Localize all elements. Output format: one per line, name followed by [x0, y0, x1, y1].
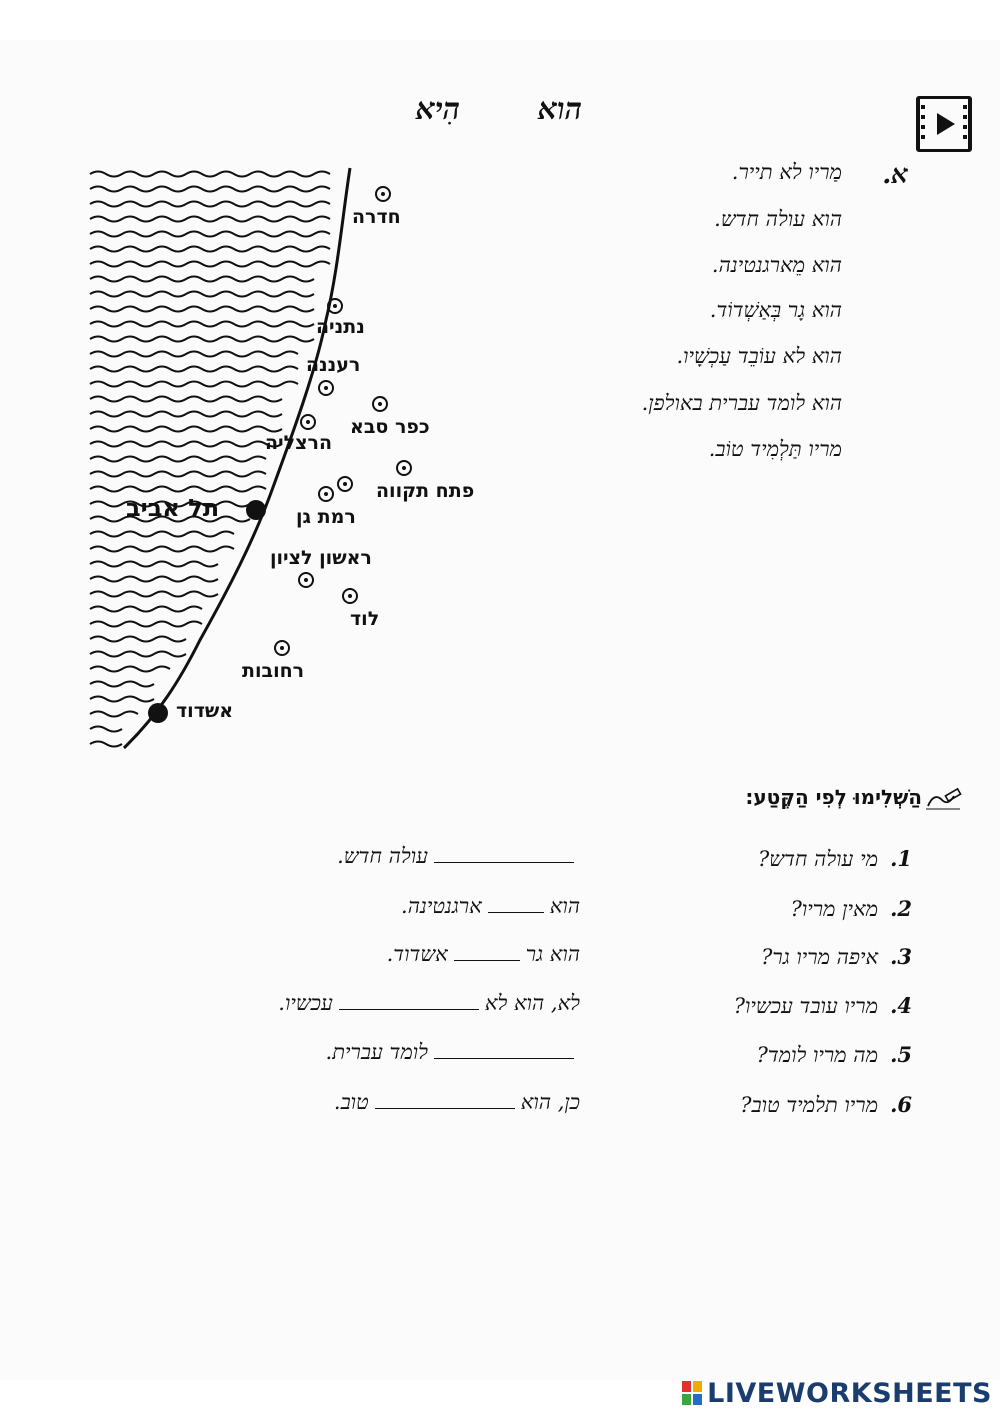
question-number: 4. — [890, 993, 912, 1018]
brand-name: LIVEWORKSHEETS — [707, 1378, 992, 1409]
sea-wave — [90, 637, 186, 642]
sea-wave — [90, 667, 170, 672]
sea-wave — [90, 412, 282, 417]
sea-wave — [90, 577, 218, 582]
herzliya-marker — [300, 414, 316, 430]
sea-wave — [90, 562, 218, 567]
answer-1-post: עולה חדש. — [337, 844, 428, 868]
sea-wave — [90, 457, 266, 462]
sea-wave — [90, 697, 154, 702]
question-1 — [758, 846, 912, 872]
answer-2-pre: הוא — [549, 894, 580, 918]
hadera-marker — [375, 186, 391, 202]
sea-wave — [90, 442, 282, 447]
question-number: 5. — [890, 1042, 912, 1067]
city-raanana: רעננה — [306, 354, 361, 376]
ramat-gan-marker-a — [337, 476, 353, 492]
tel-aviv-marker — [246, 500, 266, 520]
answer-4-blank[interactable] — [339, 991, 479, 1010]
question-text: מריו תלמיד טוב? — [740, 1093, 879, 1117]
question-number: 1. — [890, 846, 912, 871]
answer-4 — [278, 991, 580, 1016]
sea-wave — [90, 187, 330, 192]
city-tel-aviv: תל אביב — [126, 494, 220, 522]
question-text: איפה מריו גר? — [761, 945, 879, 969]
question-4 — [734, 993, 912, 1019]
passage-letter: א. — [882, 160, 908, 190]
sea-wave — [90, 247, 330, 252]
sea-wave — [90, 217, 330, 222]
answer-1-blank[interactable] — [434, 844, 574, 863]
passage-line-1: מַריו לא תייר. — [731, 160, 842, 184]
answer-6-blank[interactable] — [375, 1090, 515, 1109]
question-number: 2. — [890, 896, 912, 921]
sea-wave — [90, 547, 234, 552]
answer-5 — [326, 1040, 580, 1065]
sea-wave — [90, 322, 314, 327]
city-rishon: ראשון לציון — [270, 547, 372, 569]
ramat-gan-marker-b — [318, 486, 334, 502]
sea-wave — [90, 652, 186, 657]
passage-line-7: מריו תַּלְמִיד טוֹב. — [708, 437, 842, 461]
petah-tikva-marker — [396, 460, 412, 476]
answer-3-blank[interactable] — [454, 942, 520, 961]
answer-4-post: עכשיו. — [278, 991, 333, 1015]
question-6 — [740, 1092, 912, 1118]
question-text: מריו עובד עכשיו? — [733, 994, 879, 1018]
question-text: מאין מריו? — [790, 897, 879, 921]
sea-wave — [90, 292, 314, 297]
passage-line-3: הוא מֵארגנטינה. — [711, 253, 842, 277]
netanya-marker — [327, 298, 343, 314]
sea-wave — [90, 532, 234, 537]
city-netanya: נתניה — [316, 316, 365, 338]
sea-wave — [90, 202, 330, 207]
answer-4-pre: לא, הוא לא — [484, 991, 580, 1015]
passage-line-2: הוא עולה חדש. — [714, 207, 842, 231]
sea-wave — [90, 307, 314, 312]
title-she: הִיא — [415, 92, 460, 127]
sea-wave — [90, 487, 266, 492]
city-lod: לוד — [350, 608, 380, 630]
answer-5-blank[interactable] — [434, 1040, 574, 1059]
passage-line-4: הוא גָר בְּאַשְׁדוֹד. — [709, 298, 842, 322]
city-kfar-saba: כפר סבא — [350, 416, 430, 438]
answer-5-post: לומד עברית. — [325, 1040, 428, 1064]
sea-wave — [90, 382, 298, 387]
sea-wave — [90, 277, 314, 282]
sea-wave — [90, 397, 282, 402]
sea-wave — [90, 742, 122, 747]
answer-3-pre: הוא גר — [525, 942, 580, 966]
kfar-saba-marker — [372, 396, 388, 412]
sea-wave — [90, 367, 298, 372]
sea-wave — [90, 352, 298, 357]
answer-2-post: ארגנטינה. — [401, 894, 482, 918]
video-icon[interactable] — [916, 96, 972, 152]
pencil-icon — [924, 786, 964, 812]
sea-wave — [90, 682, 154, 687]
sea-wave — [90, 622, 202, 627]
sea-wave — [90, 427, 282, 432]
question-number: 6. — [890, 1092, 912, 1117]
question-text: מי עולה חדש? — [757, 847, 879, 871]
city-hadera: חדרה — [352, 206, 401, 228]
exercise-title: הַשְׁלִימוּ לְפִי הַקֶּטַע: — [745, 785, 922, 809]
question-3 — [761, 944, 912, 970]
question-2 — [791, 896, 912, 922]
answer-6-post: טוב. — [333, 1090, 369, 1114]
answer-6-pre: כן, הוא — [520, 1090, 580, 1114]
rehovot-marker — [274, 640, 290, 656]
answer-6 — [334, 1090, 580, 1115]
lod-marker — [342, 588, 358, 604]
raanana-marker — [318, 380, 334, 396]
sea-wave — [90, 472, 266, 477]
city-rehovot: רחובות — [242, 660, 305, 682]
liveworksheets-mark-icon — [681, 1380, 703, 1406]
question-text: מה מריו לומד? — [756, 1043, 879, 1067]
rishon-marker — [298, 572, 314, 588]
answer-3-post: אשדוד. — [386, 942, 448, 966]
sea-wave — [90, 172, 330, 177]
answer-3 — [387, 942, 580, 967]
liveworksheets-logo[interactable] — [681, 1378, 992, 1409]
sea-wave — [90, 727, 122, 732]
passage-line-6: הוא לומד עברית באולפן. — [641, 391, 842, 415]
passage-line-5: הוא לא עוֹבֵד עַכְשָׁיו. — [676, 344, 842, 368]
question-5 — [757, 1042, 912, 1068]
answer-2 — [401, 894, 580, 919]
city-petah-tikva: פתח תקווה — [376, 480, 475, 502]
sea-wave — [90, 232, 330, 237]
city-ashdod: אשדוד — [176, 700, 234, 722]
answer-2-blank[interactable] — [488, 894, 544, 913]
coast-map — [80, 160, 370, 760]
sea-wave — [90, 262, 330, 267]
city-ramat-gan: רמת גן — [296, 506, 356, 528]
sea-wave — [90, 592, 218, 597]
sea-wave — [90, 607, 202, 612]
ashdod-marker — [148, 703, 168, 723]
city-herzliya: הרצליה — [265, 432, 333, 454]
title-he: הוא — [537, 92, 582, 127]
sea-wave — [90, 337, 314, 342]
question-number: 3. — [890, 944, 912, 969]
answer-1 — [337, 844, 580, 869]
sea-wave — [90, 712, 138, 717]
